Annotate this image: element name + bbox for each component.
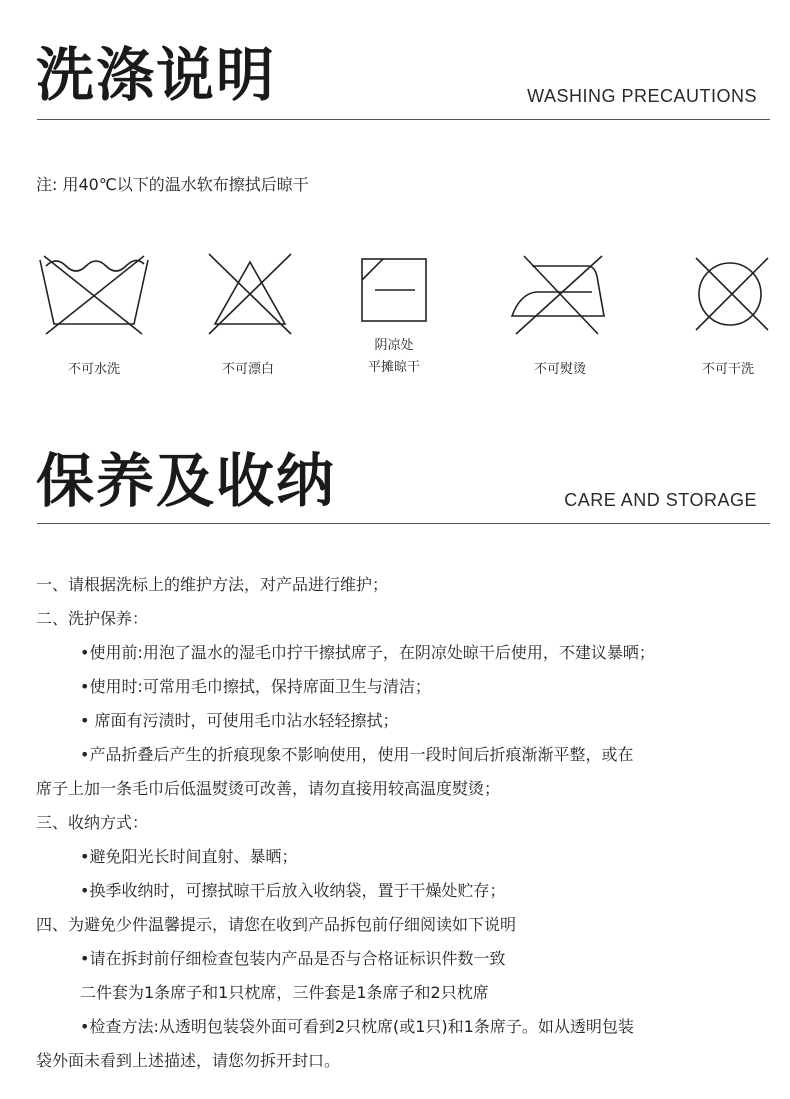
no-iron-icon — [506, 252, 612, 336]
dry-flat-shade-label-2: 平摊晾干 — [367, 360, 420, 375]
care-line: •使用时:可常用毛巾擦拭，保持席面卫生与清洁； — [80, 677, 431, 696]
care-line: 席子上加一条毛巾后低温熨烫可改善，请勿直接用较高温度熨烫； — [36, 779, 501, 798]
care-line: •请在拆封前仔细检查包装内产品是否与合格证标识件数一致 — [80, 949, 506, 968]
care-instructions — [36, 568, 776, 1078]
washing-divider — [37, 119, 770, 120]
no-wash-icon — [38, 252, 150, 336]
no-dry-clean-icon — [694, 254, 770, 334]
care-line: 袋外面未看到上述描述，请您勿拆开封口。 — [36, 1051, 341, 1070]
care-line: 二、洗护保养： — [36, 609, 149, 628]
no-bleach-icon — [205, 252, 295, 336]
washing-note: 注: 用40℃以下的温水软布擦拭后晾干 — [36, 175, 309, 194]
no-bleach-label: 不可漂白 — [221, 362, 274, 377]
no-dry-clean-label: 不可干洗 — [701, 362, 754, 377]
care-line: • 席面有污渍时，可使用毛巾沾水轻轻擦拭； — [80, 711, 399, 730]
care-line: •检查方法:从透明包装袋外面可看到2只枕席(或1只)和1条席子。如从透明包装 — [80, 1017, 634, 1036]
care-line: •避免阳光长时间直射、暴晒； — [80, 847, 298, 866]
dry-flat-shade-icon — [361, 258, 429, 324]
care-line: •使用前:用泡了温水的湿毛巾拧干擦拭席子，在阴凉处晾干后使用，不建议暴晒； — [80, 643, 655, 662]
washing-subtitle: WASHING PRECAUTIONS — [527, 86, 757, 106]
care-title: 保养及收纳 — [36, 447, 337, 515]
care-divider — [37, 523, 770, 524]
no-wash-label: 不可水洗 — [67, 362, 120, 377]
care-line: •换季收纳时，可擦拭晾干后放入收纳袋，置于干燥处贮存； — [80, 881, 506, 900]
care-line: 一、请根据洗标上的维护方法，对产品进行维护； — [36, 575, 389, 594]
care-line: 二件套为1条席子和1只枕席，三件套是1条席子和2只枕席 — [80, 983, 489, 1002]
care-subtitle: CARE AND STORAGE — [564, 490, 757, 510]
washing-title: 洗涤说明 — [36, 41, 277, 109]
care-line: 三、收纳方式： — [36, 813, 149, 832]
care-line: 四、为避免少件温馨提示，请您在收到产品拆包前仔细阅读如下说明 — [36, 915, 517, 934]
no-iron-label: 不可熨烫 — [533, 362, 586, 377]
dry-flat-shade-label-1: 阴凉处 — [374, 338, 414, 353]
care-line: •产品折叠后产生的折痕现象不影响使用，使用一段时间后折痕渐渐平整，或在 — [80, 745, 634, 764]
